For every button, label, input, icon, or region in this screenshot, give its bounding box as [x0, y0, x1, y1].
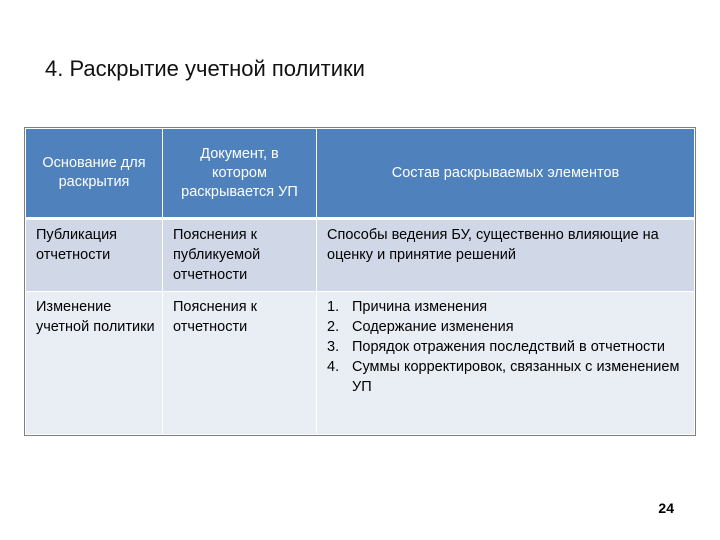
header-basis: Основание для раскрытия — [26, 129, 163, 219]
slide-title: 4. Раскрытие учетной политики — [45, 56, 365, 81]
list-item-text: Порядок отражения последствий в отчетности — [352, 339, 666, 355]
list-item-text: Содержание изменения — [352, 319, 514, 335]
disclosure-table — [25, 128, 695, 435]
header-document: Документ, в котором раскрывается УП — [163, 129, 317, 219]
list-item-text: Причина изменения — [352, 299, 488, 315]
cell-basis: Публикация отчетности — [26, 219, 163, 292]
list-item-text: Суммы корректировок, связанных с изменением УП — [352, 359, 680, 395]
cell-elements: Способы ведения БУ, существенно влияющие на оценку и принятие решений — [317, 219, 695, 292]
cell-document: Пояснения к отчетности — [163, 292, 317, 435]
header-elements: Состав раскрываемых элементов — [317, 129, 695, 219]
cell-elements — [317, 292, 695, 435]
list-item-number: 2. — [327, 319, 340, 335]
table-header-row — [26, 129, 695, 219]
cell-basis: Изменение учетной политики — [26, 292, 163, 435]
page-number: 24 — [658, 500, 674, 516]
list-item — [327, 337, 688, 357]
list-item — [327, 357, 688, 397]
list-item-number: 4. — [327, 359, 340, 375]
table-row — [26, 292, 695, 435]
list-item — [327, 297, 688, 317]
list-item-number: 3. — [327, 339, 340, 355]
cell-document: Пояснения к публикуемой отчетности — [163, 219, 317, 292]
elements-list — [327, 297, 688, 397]
table-row — [26, 219, 695, 292]
list-item — [327, 317, 688, 337]
list-item-number: 1. — [327, 299, 340, 315]
